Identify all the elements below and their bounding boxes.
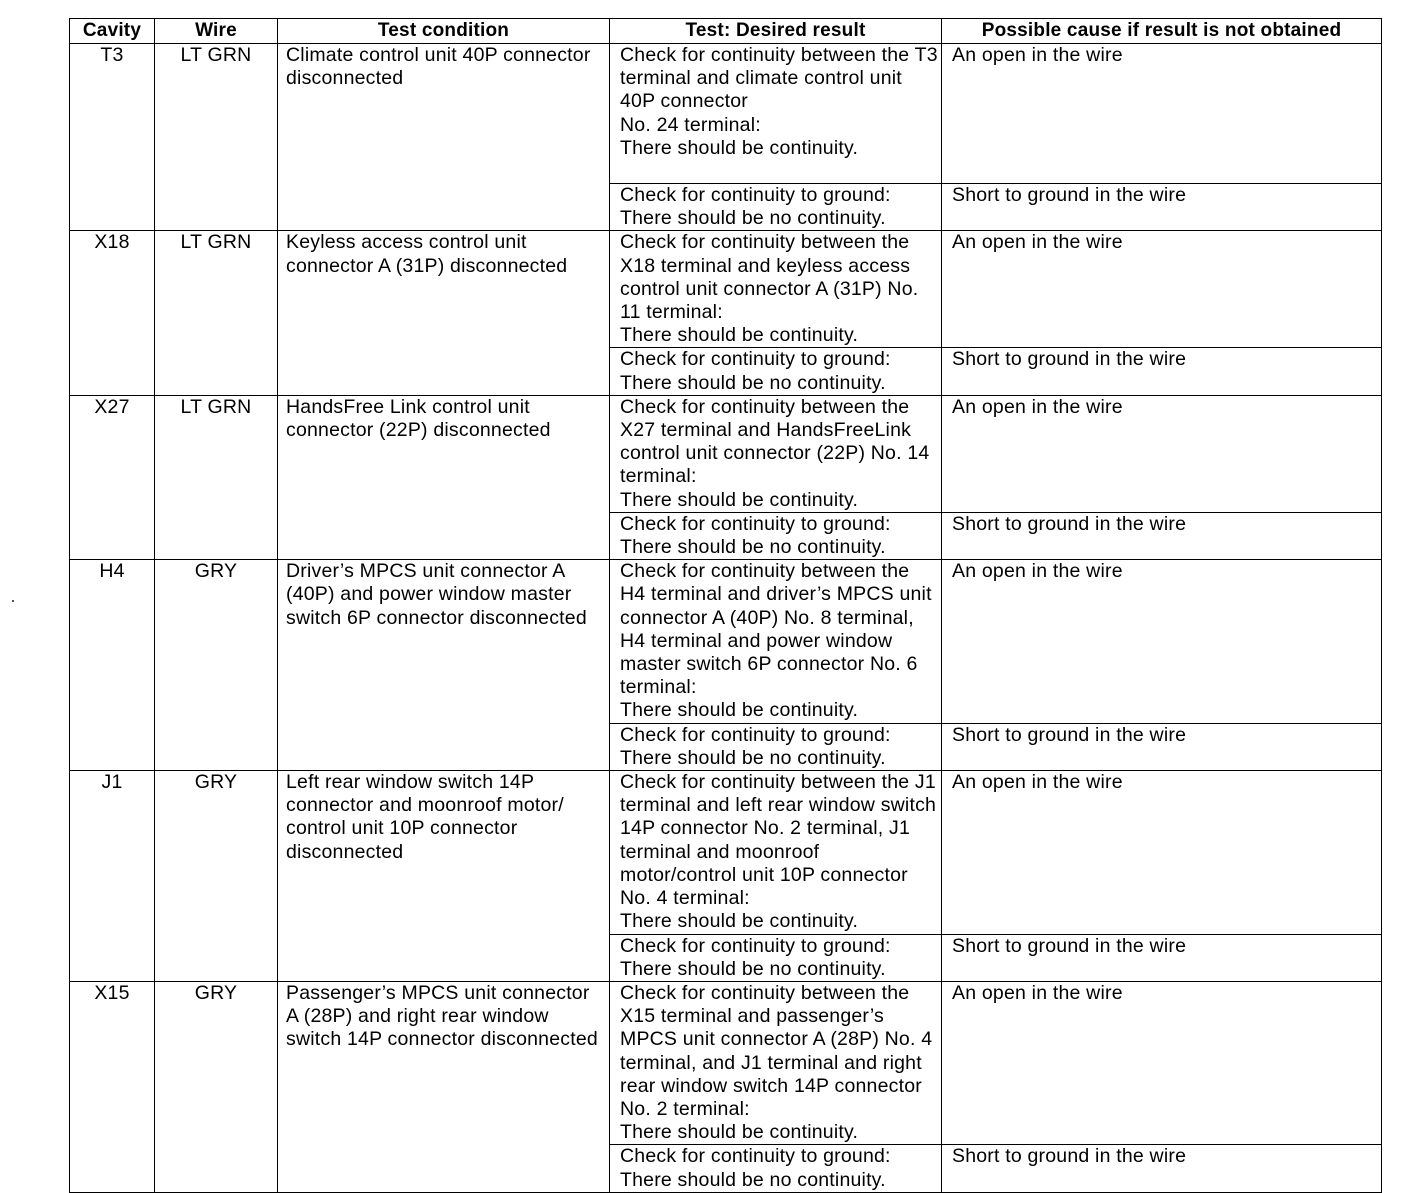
wire-cell: GRY [155, 560, 278, 771]
result-cell: Check for continuity between the X18 terminal and keyless access control unit connector A (31P) No. 11 terminal: There should be continuity. [610, 231, 942, 348]
cause-cell: An open in the wire [942, 981, 1382, 1144]
result-cell: Check for continuity to ground: There should be no continuity. [610, 934, 942, 981]
cause-cell: An open in the wire [942, 231, 1382, 348]
header-wire: Wire [155, 19, 278, 44]
cause-cell: Short to ground in the wire [942, 512, 1382, 559]
cavity-cell: X18 [70, 231, 155, 395]
cavity-cell: X27 [70, 395, 155, 559]
result-cell: Check for continuity to ground: There should be no continuity. [610, 723, 942, 770]
wire-cell: LT GRN [155, 395, 278, 559]
table-row [70, 771, 1382, 934]
cavity-cell: X15 [70, 981, 155, 1192]
table-row [70, 560, 1382, 723]
table-row [70, 44, 1382, 184]
table-header [70, 19, 1382, 44]
cause-cell: An open in the wire [942, 44, 1382, 184]
header-row [70, 19, 1382, 44]
header-cavity: Cavity [70, 19, 155, 44]
wire-cell: LT GRN [155, 231, 278, 395]
table-row [70, 981, 1382, 1144]
result-cell: Check for continuity to ground: There should be no continuity. [610, 184, 942, 231]
cavity-cell: J1 [70, 771, 155, 982]
cause-cell: An open in the wire [942, 771, 1382, 934]
result-cell: Check for continuity to ground: There should be no continuity. [610, 1145, 942, 1192]
result-cell: Check for continuity to ground: There should be no continuity. [610, 512, 942, 559]
wire-cell: GRY [155, 981, 278, 1192]
cause-cell: Short to ground in the wire [942, 1145, 1382, 1192]
cause-cell: An open in the wire [942, 395, 1382, 512]
header-test-condition: Test condition [278, 19, 610, 44]
cause-cell: Short to ground in the wire [942, 348, 1382, 395]
condition-cell: Driver’s MPCS unit connector A (40P) and power window master switch 6P connector disconnected [278, 560, 610, 771]
wire-cell: GRY [155, 771, 278, 982]
condition-cell: Passenger’s MPCS unit connector A (28P) and right rear window switch 14P connector disconnected [278, 981, 610, 1192]
scan-speck [12, 600, 14, 602]
result-cell: Check for continuity between the X27 terminal and HandsFreeLink control unit connector (22P) No. 14 terminal: There should be continuity. [610, 395, 942, 512]
header-desired-result: Test: Desired result [610, 19, 942, 44]
result-cell: Check for continuity between the J1 terminal and left rear window switch 14P connector No. 2 terminal, J1 terminal and moonroof motor/control unit 10P connector No. 4 terminal: There should be continuity. [610, 771, 942, 934]
header-possible-cause: Possible cause if result is not obtained [942, 19, 1382, 44]
condition-cell: HandsFree Link control unit connector (22P) disconnected [278, 395, 610, 559]
condition-cell: Left rear window switch 14P connector and moonroof motor/ control unit 10P connector disconnected [278, 771, 610, 982]
wire-cell: LT GRN [155, 44, 278, 231]
result-cell: Check for continuity between the T3 terminal and climate control unit 40P connector No. 24 terminal: There should be continuity. [610, 44, 942, 184]
cause-cell: Short to ground in the wire [942, 723, 1382, 770]
cause-cell: Short to ground in the wire [942, 184, 1382, 231]
condition-cell: Climate control unit 40P connector disconnected [278, 44, 610, 231]
cause-cell: An open in the wire [942, 560, 1382, 723]
result-cell: Check for continuity between the X15 terminal and passenger’s MPCS unit connector A (28P) No. 4 terminal, and J1 terminal and right rear window switch 14P connector No. 2 terminal: There should be continuity. [610, 981, 942, 1144]
wire-test-table [69, 18, 1382, 1193]
result-cell: Check for continuity to ground: There should be no continuity. [610, 348, 942, 395]
table-row [70, 395, 1382, 512]
cause-cell: Short to ground in the wire [942, 934, 1382, 981]
result-cell: Check for continuity between the H4 terminal and driver’s MPCS unit connector A (40P) No. 8 terminal, H4 terminal and power window master switch 6P connector No. 6 terminal: There should be continuity. [610, 560, 942, 723]
table-row [70, 231, 1382, 348]
test-table-container [69, 18, 1382, 1193]
condition-cell: Keyless access control unit connector A (31P) disconnected [278, 231, 610, 395]
cavity-cell: H4 [70, 560, 155, 771]
table-body [70, 44, 1382, 1193]
cavity-cell: T3 [70, 44, 155, 231]
